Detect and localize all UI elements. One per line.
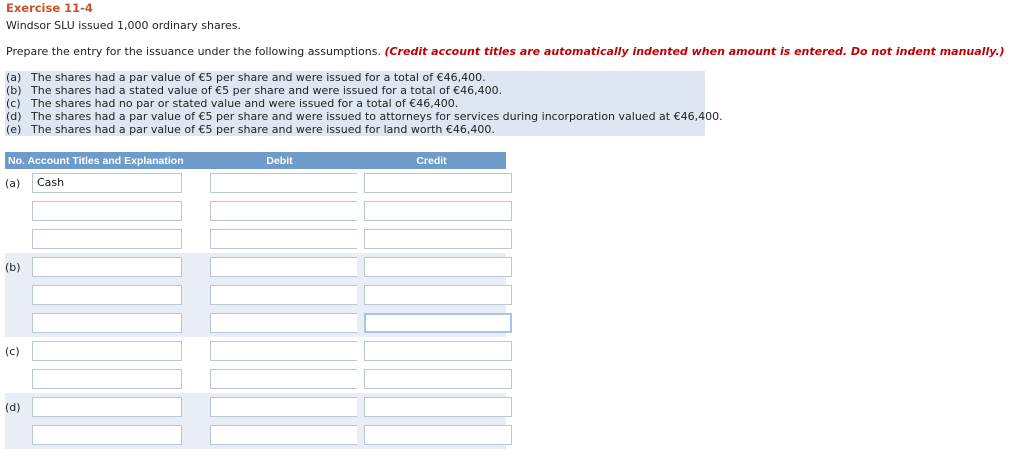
entry-no: (d)	[5, 393, 35, 421]
credit-input[interactable]	[364, 341, 512, 361]
entry-no: (a)	[5, 169, 35, 197]
credit-input[interactable]	[364, 369, 512, 389]
debit-input[interactable]	[210, 397, 358, 417]
assumption-item	[5, 84, 705, 97]
assumption-label: (a)	[6, 71, 22, 84]
entry-no	[5, 197, 35, 225]
intro-text: Windsor SLU issued 1,000 ordinary shares.	[6, 19, 242, 32]
header-debit: Debit	[202, 152, 357, 169]
assumption-label: (b)	[6, 84, 22, 97]
table-row	[5, 393, 506, 421]
debit-input[interactable]	[210, 285, 358, 305]
table-row	[5, 337, 506, 365]
debit-input[interactable]	[210, 257, 358, 277]
assumptions-list	[5, 71, 723, 136]
credit-input[interactable]	[364, 397, 512, 417]
exercise-title: Exercise 11-4	[6, 1, 93, 15]
account-input[interactable]	[32, 257, 182, 277]
account-input[interactable]	[32, 369, 182, 389]
debit-input[interactable]	[210, 173, 358, 193]
table-row	[5, 169, 506, 197]
table-header-row	[5, 152, 506, 169]
header-credit: Credit	[357, 152, 506, 169]
entry-no	[5, 225, 35, 253]
account-input[interactable]: Cash	[32, 173, 182, 193]
account-input[interactable]	[32, 341, 182, 361]
table-row	[5, 309, 506, 337]
entry-no	[5, 421, 35, 449]
header-account: Account Titles and Explanation	[27, 154, 184, 167]
table-row	[5, 421, 506, 449]
debit-input[interactable]	[210, 425, 358, 445]
table-row	[5, 365, 506, 393]
header-no-account	[5, 152, 202, 169]
credit-input[interactable]	[364, 313, 512, 333]
credit-input[interactable]	[364, 257, 512, 277]
debit-input[interactable]	[210, 369, 358, 389]
account-input[interactable]	[32, 397, 182, 417]
credit-input[interactable]	[364, 173, 512, 193]
instruction-note: (Credit account titles are automatically indented when amount is entered. Do not indent manually.)	[384, 45, 1005, 58]
assumption-text: The shares had a par value of €5 per share and were issued for land worth €46,400.	[31, 123, 495, 136]
account-input[interactable]	[32, 313, 182, 333]
assumption-label: (d)	[6, 110, 22, 123]
entry-no: (b)	[5, 253, 35, 281]
entry-no	[5, 281, 35, 309]
credit-input[interactable]	[364, 201, 512, 221]
table-row	[5, 197, 506, 225]
header-no: No.	[8, 154, 25, 167]
assumption-item	[5, 97, 705, 110]
account-input[interactable]	[32, 201, 182, 221]
instruction-text: Prepare the entry for the issuance under the following assumptions.	[6, 45, 381, 58]
account-input[interactable]	[32, 425, 182, 445]
assumption-item	[5, 123, 705, 136]
assumption-text: The shares had a stated value of €5 per share and were issued for a total of €46,400.	[31, 84, 503, 97]
assumption-label: (c)	[6, 97, 21, 110]
debit-input[interactable]	[210, 341, 358, 361]
journal-entry-table	[5, 152, 506, 449]
account-input[interactable]	[32, 229, 182, 249]
account-input[interactable]	[32, 285, 182, 305]
assumption-label: (e)	[6, 123, 22, 136]
assumption-text: The shares had no par or stated value and were issued for a total of €46,400.	[31, 97, 459, 110]
assumption-item	[5, 110, 723, 123]
debit-input[interactable]	[210, 313, 358, 333]
table-row	[5, 253, 506, 281]
assumption-text: The shares had a par value of €5 per share and were issued to attorneys for services during incorporation valued at €46,400.	[31, 110, 723, 123]
debit-input[interactable]	[210, 201, 358, 221]
credit-input[interactable]	[364, 285, 512, 305]
credit-input[interactable]	[364, 425, 512, 445]
entry-no	[5, 365, 35, 393]
table-row	[5, 225, 506, 253]
entry-no: (c)	[5, 337, 35, 365]
credit-input[interactable]	[364, 229, 512, 249]
table-row	[5, 281, 506, 309]
debit-input[interactable]	[210, 229, 358, 249]
instruction	[6, 45, 1005, 58]
assumption-item	[5, 71, 705, 84]
entry-no	[5, 309, 35, 337]
assumption-text: The shares had a par value of €5 per share and were issued for a total of €46,400.	[31, 71, 486, 84]
